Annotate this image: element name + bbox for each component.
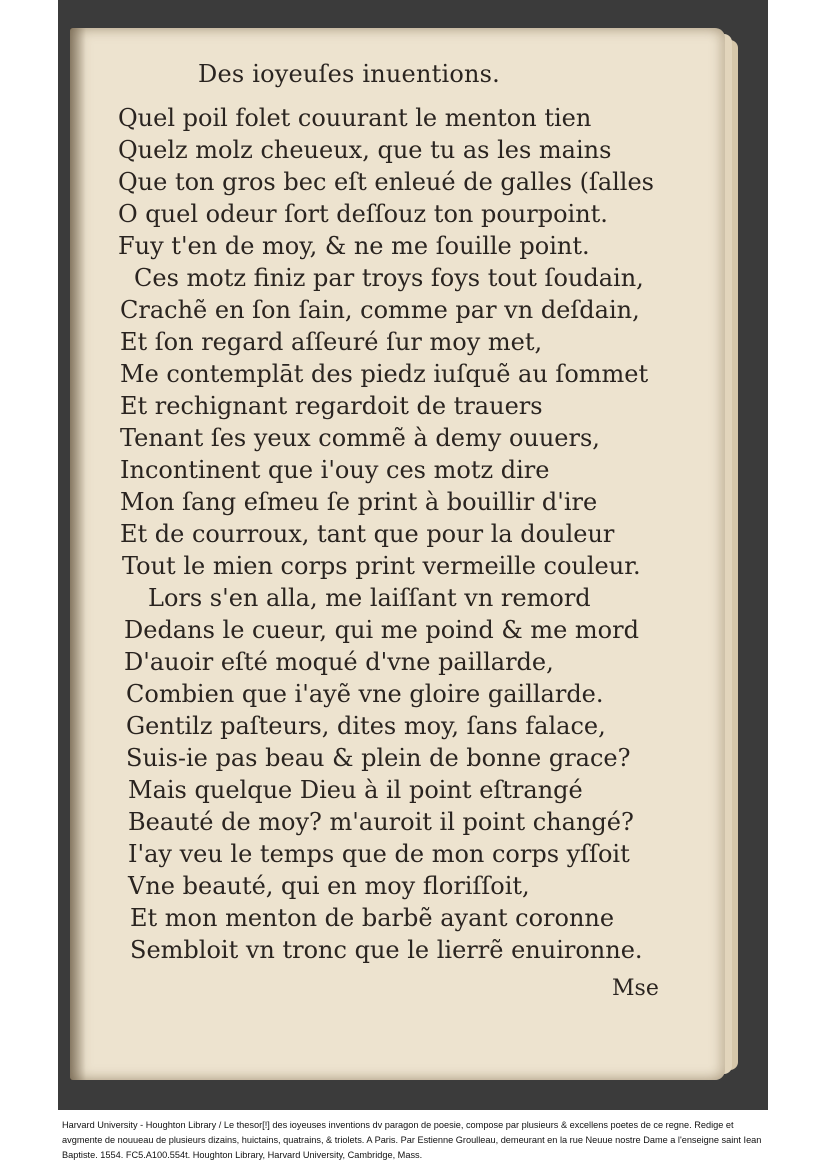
verse-line: Incontinent que i'ouy ces motz dire — [120, 456, 550, 484]
verse-line: Mais quelque Dieu à il point eſtrangé — [128, 776, 583, 804]
verse-line: Me contemplāt des piedz iuſquẽ au ſommet — [120, 360, 649, 388]
verse-line: Que ton gros bec eſt enleué de galles (ſalles — [118, 168, 654, 196]
verse-line: Beauté de moy? m'auroit il point changé? — [128, 808, 634, 836]
verse-line: Tenant ſes yeux commẽ à demy ouuers, — [120, 424, 600, 452]
verse-line: Et ſon regard aſſeuré ſur moy met, — [120, 328, 543, 356]
verse-line: Dedans le cueur, qui me poind & me mord — [124, 616, 639, 644]
verse-line: Gentilz paſteurs, dites moy, ſans falace, — [126, 712, 606, 740]
verse-line: Et rechignant regardoit de trauers — [120, 392, 543, 420]
verse-line: Ces motz finiz par troys foys tout ſoudain, — [134, 264, 644, 292]
verse-line: Et mon menton de barbẽ ayant coronne — [130, 904, 615, 932]
verse-line: Quelz molz cheueux, que tu as les mains — [118, 136, 612, 164]
verse-line: Crachẽ en ſon ſain, comme par vn deſdain, — [120, 296, 640, 324]
verse-line: I'ay veu le temps que de mon corps yſſoit — [128, 840, 630, 868]
verse-line: Suis-ie pas beau & plein de bonne grace? — [126, 744, 631, 772]
verse-line: Sembloit vn tronc que le lierrẽ enuironne. — [130, 936, 643, 964]
verse-line: O quel odeur ſort deſſouz ton pourpoint. — [118, 200, 608, 228]
verse-line: Vne beauté, qui en moy floriſſoit, — [128, 872, 530, 900]
library-caption: Harvard University - Houghton Library / Le thesor[!] des ioyeuses inventions dv paragon de poesie, compose par plusieurs & excellens poetes de ce regne. Redige et avgmente de nouueau de plusieurs dizains, huictains, quatrains, & triolets. A Paris. Par Estienne Groulleau, demeurant en la rue Neuue nostre Dame a l'enseigne saint Iean Baptiste. 1554. FC5.A100.554t. Houghton Library, Harvard University, Cambridge, Mass. — [62, 1120, 762, 1160]
verse-line: Et de courroux, tant que pour la douleur — [120, 520, 615, 548]
verse-line: Combien que i'ayẽ vne gloire gaillarde. — [126, 680, 604, 708]
verse-line: D'auoir eſté moqué d'vne paillarde, — [124, 648, 554, 676]
verse-line: Mon ſang eſmeu ſe print à bouillir d'ire — [120, 488, 598, 516]
page-gutter — [70, 28, 86, 1080]
verse-line: Fuy t'en de moy, & ne me ſouille point. — [118, 232, 590, 260]
verse-line: Tout le mien corps print vermeille couleur. — [122, 552, 641, 580]
verse-line: Lors s'en alla, me laiſſant vn remord — [148, 584, 591, 612]
verse-line: Quel poil folet couurant le menton tien — [118, 104, 592, 132]
catchword: Mse — [612, 976, 659, 1001]
running-header: Des ioyeuſes inuentions. — [198, 60, 500, 88]
